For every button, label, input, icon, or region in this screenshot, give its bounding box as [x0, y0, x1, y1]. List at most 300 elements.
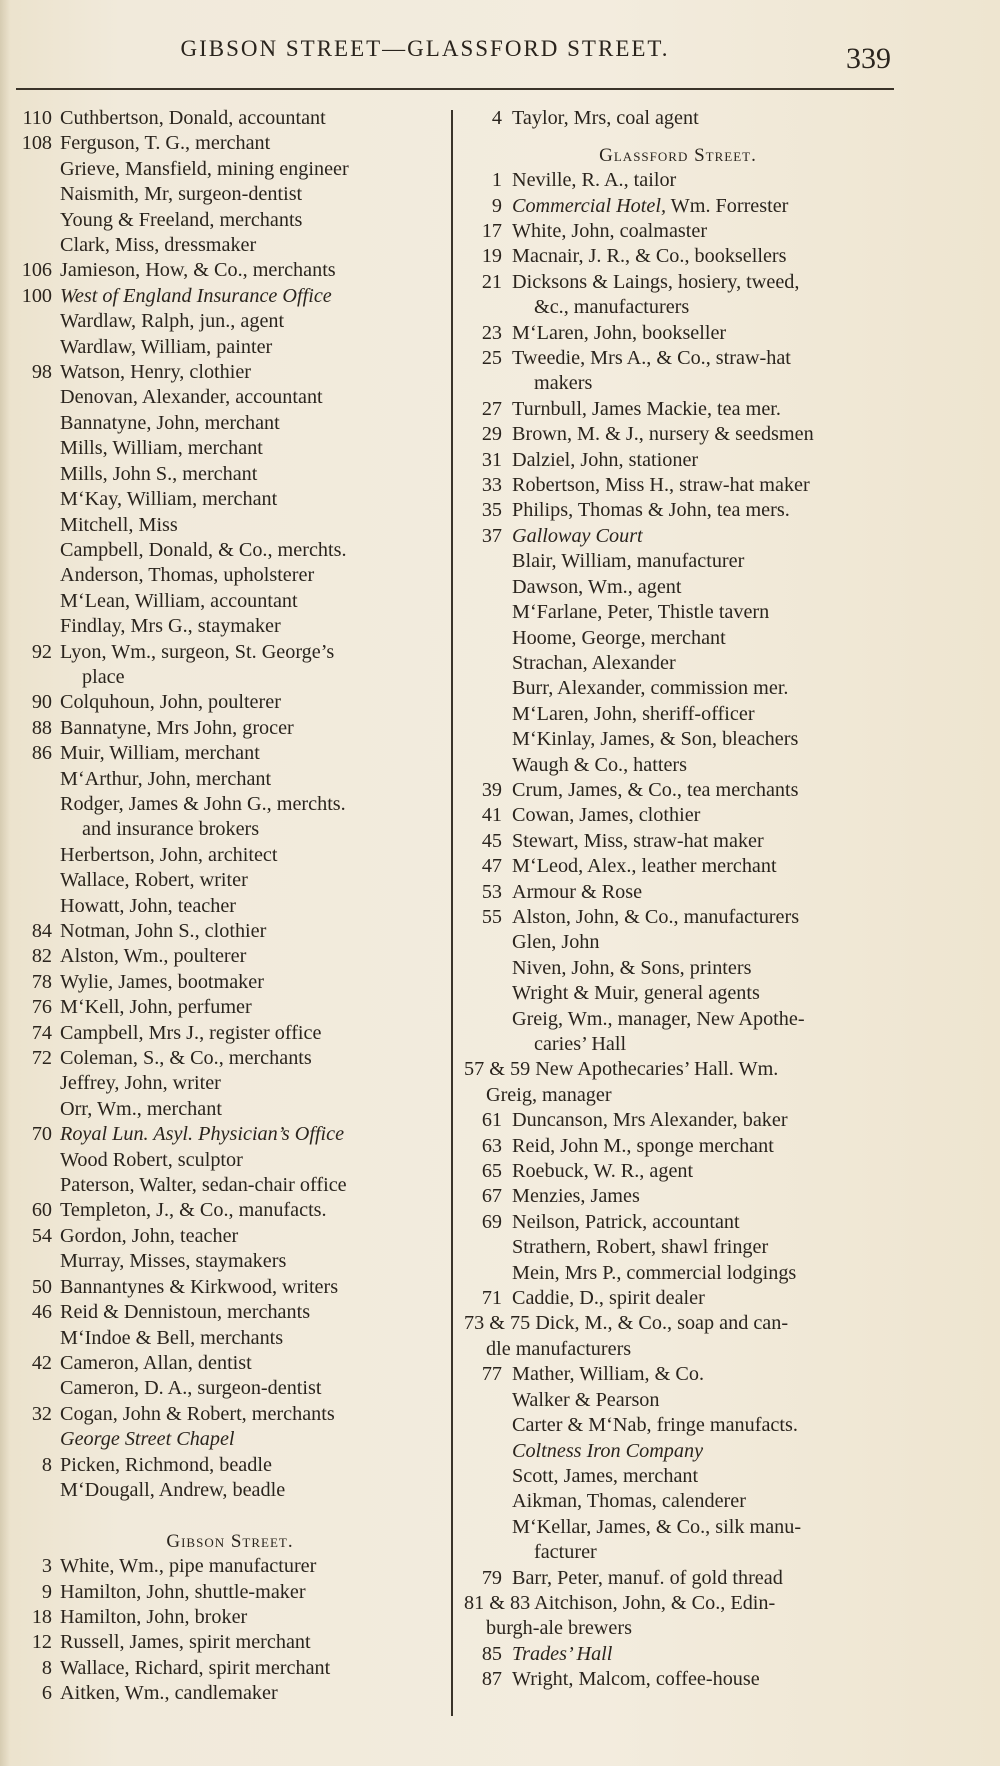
directory-entry — [14, 640, 446, 691]
house-number: 4 — [491, 107, 502, 129]
entry-text — [458, 727, 898, 752]
entry-text — [14, 233, 446, 258]
entry-text — [458, 575, 898, 600]
directory-entry — [14, 589, 446, 614]
entry-continuation: caries’ Hall — [534, 1033, 627, 1056]
entry-name: Naismith, Mr, surgeon-dentist — [60, 183, 303, 206]
directory-entry — [14, 1275, 446, 1300]
directory-entry — [458, 905, 898, 930]
directory-entry — [458, 473, 898, 498]
entry-text — [14, 1554, 446, 1579]
house-number: 88 — [31, 716, 52, 739]
directory-entry — [458, 1489, 898, 1514]
entry-continuation: place — [82, 665, 125, 688]
entry-text — [458, 1184, 898, 1209]
directory-entry — [458, 397, 898, 422]
entry-name: Alston, Wm., poulterer — [60, 945, 247, 968]
entry-text — [458, 448, 898, 473]
entry-continuation: and insurance brokers — [82, 818, 260, 841]
entry-text — [14, 1148, 446, 1173]
entry-text — [14, 284, 446, 309]
directory-entry — [458, 1464, 898, 1489]
house-number: 57 & 59 — [464, 1058, 536, 1081]
house-number: 100 — [21, 284, 52, 307]
entry-name: Muir, William, merchant — [60, 742, 260, 765]
entry-name: Roebuck, W. R., agent — [512, 1160, 694, 1183]
house-number: 27 — [481, 397, 502, 420]
entry-text — [14, 208, 446, 233]
entry-name: Dick, M., & Co., soap and can- — [535, 1312, 789, 1335]
house-number: 41 — [481, 804, 502, 827]
directory-entry — [458, 956, 898, 981]
entry-text — [458, 1286, 898, 1311]
section-heading-gibson: Gibson Street. — [166, 1530, 294, 1552]
entry-name: Aitken, Wm., candlemaker — [60, 1682, 278, 1705]
entry-text — [458, 168, 898, 193]
directory-entry — [458, 1667, 898, 1692]
directory-entry — [458, 1566, 898, 1591]
directory-entry — [14, 233, 446, 258]
entry-text — [14, 767, 446, 792]
directory-entry — [458, 1108, 898, 1133]
directory-entry — [14, 1173, 446, 1198]
directory-entry — [14, 1122, 446, 1147]
entry-name: West of England Insurance Office — [60, 284, 332, 307]
directory-entry — [458, 727, 898, 752]
entry-name: Coleman, S., & Co., merchants — [60, 1047, 312, 1070]
entry-name: Wylie, James, bootmaker — [60, 970, 264, 993]
entry-text — [458, 778, 898, 803]
entry-name: Reid & Dennistoun, merchants — [60, 1301, 311, 1324]
directory-entry — [458, 626, 898, 651]
running-title: GIBSON STREET—GLASSFORD STREET. — [180, 36, 670, 61]
house-number: 87 — [481, 1668, 502, 1691]
house-number: 76 — [31, 996, 52, 1019]
entry-text — [14, 589, 446, 614]
directory-entry — [458, 854, 898, 879]
entry-text — [14, 1198, 446, 1223]
entry-name: Bannatyne, Mrs John, grocer — [60, 716, 294, 739]
entry-text — [458, 829, 898, 854]
directory-entry — [458, 549, 898, 574]
directory-entry — [458, 422, 898, 447]
house-number: 54 — [31, 1224, 52, 1247]
entry-name: Mills, John S., merchant — [60, 462, 258, 485]
directory-entry — [14, 1021, 446, 1046]
directory-entry — [458, 676, 898, 701]
entry-text — [458, 753, 898, 778]
entry-name: M‘Kinlay, James, & Son, bleachers — [512, 728, 799, 751]
directory-entry — [458, 1184, 898, 1209]
entry-name: M‘Lean, William, accountant — [60, 589, 298, 612]
directory-entry — [14, 1681, 446, 1706]
directory-entry — [14, 1097, 446, 1122]
entry-name: New Apothecaries’ Hall. Wm. — [535, 1058, 779, 1081]
entry-text — [458, 981, 898, 1006]
entry-name: Cameron, D. A., surgeon-dentist — [60, 1377, 322, 1400]
house-number: 35 — [481, 499, 502, 522]
entry-name: Armour & Rose — [512, 880, 643, 903]
entry-text — [14, 1326, 446, 1351]
directory-entry — [14, 385, 446, 410]
entry-name: Dawson, Wm., agent — [512, 575, 682, 598]
entry-text — [14, 258, 446, 283]
house-number: 60 — [31, 1199, 52, 1222]
entry-name: Trades’ Hall — [512, 1642, 613, 1665]
entry-name: Aitchison, John, & Co., Edin- — [534, 1591, 776, 1614]
entry-name: Jeffrey, John, writer — [60, 1072, 221, 1095]
directory-entry — [14, 970, 446, 995]
directory-entry — [14, 919, 446, 944]
entry-name: Mein, Mrs P., commercial lodgings — [512, 1261, 797, 1284]
entry-name: Lyon, Wm., surgeon, St. George’s — [60, 640, 335, 663]
entry-text — [14, 411, 446, 436]
directory-entry — [14, 284, 446, 309]
entry-text — [14, 1224, 446, 1249]
entry-text — [458, 1210, 898, 1235]
directory-entry — [458, 1235, 898, 1260]
entry-name: White, John, coalmaster — [512, 220, 708, 243]
entry-continuation: burgh-ale brewers — [486, 1617, 632, 1640]
entry-name: Brown, M. & J., nursery & seedsmen — [512, 423, 814, 446]
entry-line — [464, 1592, 775, 1614]
directory-entry — [458, 1057, 898, 1108]
entry-name: Hamilton, John, shuttle-maker — [60, 1580, 306, 1603]
column-divider — [451, 110, 453, 1716]
entry-text — [458, 1261, 898, 1286]
entry-text — [14, 335, 446, 360]
entry-name: Greig, Wm., manager, New Apothe- — [512, 1007, 805, 1030]
entry-name: Gordon, John, teacher — [60, 1224, 239, 1247]
entry-text — [14, 131, 446, 156]
directory-entry — [14, 1224, 446, 1249]
entry-continuation: makers — [534, 372, 593, 395]
house-number: 8 — [41, 1453, 52, 1476]
house-number: 74 — [31, 1021, 52, 1044]
entry-text — [458, 524, 898, 549]
entry-name: M‘Laren, John, sheriff-officer — [512, 702, 755, 725]
directory-entry — [14, 563, 446, 588]
entry-name: Herbertson, John, architect — [60, 843, 278, 866]
entry-name: Royal Lun. Asyl. Physician’s Office — [60, 1123, 345, 1146]
entry-text — [14, 919, 446, 944]
entry-name: Jamieson, How, & Co., merchants — [60, 259, 336, 282]
entry-name: Wood Robert, sculptor — [60, 1148, 243, 1171]
directory-entry — [458, 880, 898, 905]
entry-text — [14, 792, 446, 843]
entry-text — [14, 1656, 446, 1681]
directory-entry — [14, 741, 446, 766]
house-number: 70 — [31, 1123, 52, 1146]
directory-entry — [14, 258, 446, 283]
house-number: 33 — [481, 474, 502, 497]
entry-name: Reid, John M., sponge merchant — [512, 1134, 774, 1157]
entry-text — [458, 1642, 898, 1667]
entry-text — [14, 1021, 446, 1046]
entry-text — [14, 1275, 446, 1300]
house-number: 71 — [481, 1287, 502, 1310]
entry-text — [14, 563, 446, 588]
entry-name: Wright, Malcom, coffee-house — [512, 1668, 760, 1691]
spacer — [14, 1503, 446, 1528]
house-number: 63 — [481, 1134, 502, 1157]
directory-entry — [458, 194, 898, 219]
directory-entry — [14, 1656, 446, 1681]
entry-name: Neville, R. A., tailor — [512, 169, 677, 192]
directory-entry — [14, 513, 446, 538]
entry-text — [14, 1605, 446, 1630]
entry-text — [458, 1591, 898, 1642]
entry-name: Howatt, John, teacher — [60, 894, 237, 917]
directory-entry — [14, 767, 446, 792]
entry-name: Bannatyne, John, merchant — [60, 411, 280, 434]
directory-entry — [14, 1071, 446, 1096]
entry-text — [14, 487, 446, 512]
directory-entry — [14, 1326, 446, 1351]
entry-text — [14, 1351, 446, 1376]
directory-entry — [14, 1605, 446, 1630]
entry-name: Wardlaw, William, painter — [60, 335, 273, 358]
entry-text — [14, 995, 446, 1020]
house-number: 39 — [481, 778, 502, 801]
entry-name: Dicksons & Laings, hosiery, tweed, — [512, 270, 800, 293]
directory-entry — [14, 944, 446, 969]
house-number: 47 — [481, 855, 502, 878]
entry-text — [14, 1453, 446, 1478]
entry-text — [458, 803, 898, 828]
entry-text — [458, 854, 898, 879]
entry-text — [458, 473, 898, 498]
entry-text — [458, 1007, 898, 1058]
entry-text — [458, 676, 898, 701]
entry-text — [14, 894, 446, 919]
entry-name: Notman, John S., clothier — [60, 920, 267, 942]
entry-name: White, Wm., pipe manufacturer — [60, 1555, 317, 1578]
entry-text — [14, 106, 446, 131]
house-number: 82 — [31, 945, 52, 968]
directory-entry — [458, 168, 898, 193]
entry-text — [458, 1159, 898, 1184]
entry-text — [458, 626, 898, 651]
entry-text — [458, 1464, 898, 1489]
house-number: 106 — [21, 259, 52, 282]
house-number: 67 — [481, 1185, 502, 1208]
entry-text — [14, 309, 446, 334]
house-number: 45 — [481, 829, 502, 852]
directory-entry — [458, 981, 898, 1006]
entry-name: Findlay, Mrs G., staymaker — [60, 615, 281, 638]
house-number: 3 — [41, 1555, 52, 1578]
entry-name: Young & Freeland, merchants — [60, 208, 303, 231]
house-number: 77 — [481, 1363, 502, 1386]
entry-name: Denovan, Alexander, accountant — [60, 386, 323, 409]
directory-entry — [14, 538, 446, 563]
entry-name: Aikman, Thomas, calenderer — [512, 1490, 746, 1513]
entry-line — [464, 1058, 778, 1080]
directory-entry — [458, 1311, 898, 1362]
entry-name: Wallace, Robert, writer — [60, 869, 248, 892]
entry-text — [14, 843, 446, 868]
entry-name: Dalziel, John, stationer — [512, 448, 699, 471]
directory-entry — [458, 702, 898, 727]
entry-name: Barr, Peter, manuf. of gold thread — [512, 1566, 783, 1589]
directory-entry — [14, 157, 446, 182]
entry-text — [458, 397, 898, 422]
directory-entry — [458, 346, 898, 397]
house-number: 18 — [31, 1605, 52, 1628]
house-number: 85 — [481, 1642, 502, 1665]
entry-name: Philips, Thomas & John, tea mers. — [512, 499, 790, 522]
entry-text — [14, 970, 446, 995]
entry-name: Watson, Henry, clothier — [60, 361, 252, 384]
entry-text — [14, 1630, 446, 1655]
entry-text — [14, 741, 446, 766]
house-number: 65 — [481, 1160, 502, 1183]
directory-entry — [14, 309, 446, 334]
right-column — [458, 106, 898, 1693]
directory-entry — [458, 1591, 898, 1642]
entry-text — [14, 1173, 446, 1198]
entry-text — [458, 244, 898, 269]
directory-entry — [14, 411, 446, 436]
house-number: 19 — [481, 245, 502, 268]
entry-name: Scott, James, merchant — [512, 1464, 699, 1487]
house-number: 17 — [481, 220, 502, 243]
directory-entry — [458, 498, 898, 523]
entry-name: Niven, John, & Sons, printers — [512, 956, 752, 979]
entry-text — [458, 1667, 898, 1692]
entry-name: Waugh & Co., hatters — [512, 753, 687, 776]
entry-text — [458, 219, 898, 244]
entry-text — [458, 1134, 898, 1159]
house-number: 81 & 83 — [464, 1591, 535, 1614]
header-rule — [16, 88, 894, 90]
page-number: 339 — [846, 42, 891, 75]
entry-text — [14, 1122, 446, 1147]
house-number: 79 — [481, 1566, 502, 1589]
directory-entry — [14, 995, 446, 1020]
entry-name: M‘Kellar, James, & Co., silk manu- — [512, 1515, 802, 1538]
entry-text — [458, 600, 898, 625]
directory-entry — [14, 131, 446, 156]
entry-name: Cogan, John & Robert, merchants — [60, 1402, 335, 1425]
entry-text — [458, 106, 898, 131]
directory-entry — [14, 716, 446, 741]
entry-text — [14, 157, 446, 182]
directory-entry — [14, 1580, 446, 1605]
house-number: 6 — [41, 1682, 52, 1705]
entry-name: Grieve, Mansfield, mining engineer — [60, 157, 349, 180]
house-number: 8 — [41, 1656, 52, 1679]
entry-name: Murray, Misses, staymakers — [60, 1250, 287, 1273]
directory-entry — [14, 1630, 446, 1655]
directory-entry — [458, 753, 898, 778]
entry-name: M‘Kell, John, perfumer — [60, 996, 252, 1019]
house-number: 9 — [41, 1580, 52, 1603]
directory-entry — [14, 1376, 446, 1401]
entry-text — [458, 1057, 898, 1108]
house-number: 32 — [31, 1402, 52, 1425]
entry-name: Robertson, Miss H., straw-hat maker — [512, 474, 810, 497]
house-number: 12 — [31, 1631, 52, 1654]
entry-text — [458, 194, 898, 219]
directory-entry — [14, 1351, 446, 1376]
directory-entry — [14, 487, 446, 512]
entry-name: M‘Indoe & Bell, merchants — [60, 1326, 284, 1349]
entry-text — [458, 270, 898, 321]
house-number: 37 — [481, 524, 502, 547]
entry-name: Carter & M‘Nab, fringe manufacts. — [512, 1414, 798, 1437]
entry-name: Hoome, George, merchant — [512, 626, 726, 649]
directory-entry — [14, 106, 446, 131]
entry-text — [14, 360, 446, 385]
house-number: 1 — [491, 169, 502, 192]
entry-text — [14, 1402, 446, 1427]
entry-text — [458, 1388, 898, 1413]
entry-name: Clark, Miss, dressmaker — [60, 234, 257, 257]
entry-continuation: Greig, manager — [486, 1083, 612, 1106]
directory-entry — [458, 1134, 898, 1159]
entry-name: M‘Leod, Alex., leather merchant — [512, 855, 777, 878]
page-edge-shadow — [0, 0, 10, 1766]
entry-name: Tweedie, Mrs A., & Co., straw-hat — [512, 347, 791, 370]
entry-name: Anderson, Thomas, upholsterer — [60, 564, 315, 587]
entry-text — [458, 422, 898, 447]
entry-text — [14, 1376, 446, 1401]
entry-name: Paterson, Walter, sedan-chair office — [60, 1174, 347, 1197]
directory-entry — [458, 778, 898, 803]
house-number: 29 — [481, 423, 502, 446]
entry-name: Campbell, Mrs J., register office — [60, 1021, 322, 1044]
directory-entry — [458, 930, 898, 955]
house-number: 72 — [31, 1047, 52, 1070]
entry-name: Alston, John, & Co., manufacturers — [512, 905, 800, 928]
entry-text — [458, 1362, 898, 1387]
entry-name: Rodger, James & John G., merchts. — [60, 792, 346, 815]
directory-entry — [458, 803, 898, 828]
entry-text — [458, 1489, 898, 1514]
entry-text — [458, 1439, 898, 1464]
entry-name: Turnbull, James Mackie, tea mer. — [512, 397, 781, 420]
entry-text — [458, 956, 898, 981]
entry-name: Menzies, James — [512, 1185, 640, 1208]
directory-entry — [458, 1362, 898, 1387]
house-number: 92 — [31, 640, 52, 663]
directory-entry — [458, 1413, 898, 1438]
entry-name: Templeton, J., & Co., manufacts. — [60, 1199, 327, 1222]
directory-entry — [14, 182, 446, 207]
entry-name: Russell, James, spirit merchant — [60, 1631, 311, 1654]
entry-text — [14, 640, 446, 691]
entry-text — [458, 1235, 898, 1260]
directory-entry — [458, 524, 898, 549]
directory-entry — [458, 575, 898, 600]
entry-text — [14, 1249, 446, 1274]
directory-entry — [14, 436, 446, 461]
entry-name: Picken, Richmond, beadle — [60, 1453, 272, 1476]
directory-entry — [458, 321, 898, 346]
entry-name: Caddie, D., spirit dealer — [512, 1287, 705, 1310]
directory-entry — [458, 219, 898, 244]
house-number: 69 — [481, 1210, 502, 1233]
house-number: 50 — [31, 1275, 52, 1298]
house-number: 21 — [481, 270, 502, 293]
entry-text — [458, 346, 898, 397]
directory-entry — [458, 1261, 898, 1286]
directory-entry — [14, 868, 446, 893]
entry-name: M‘Laren, John, bookseller — [512, 321, 727, 344]
entry-text — [458, 1566, 898, 1591]
